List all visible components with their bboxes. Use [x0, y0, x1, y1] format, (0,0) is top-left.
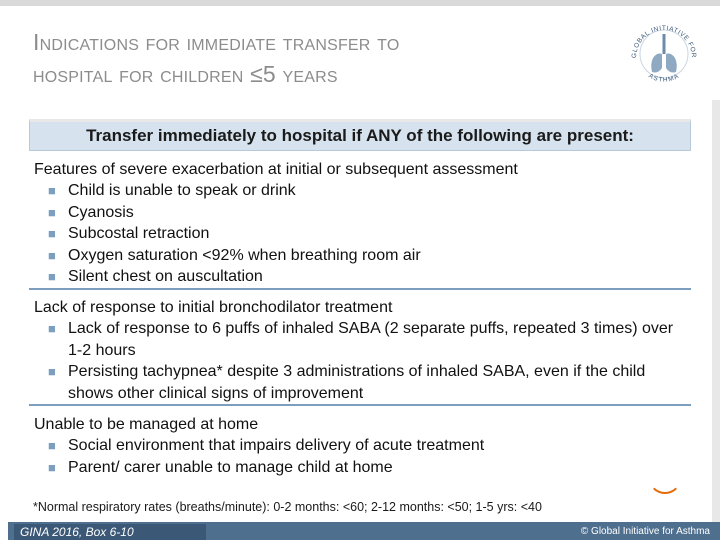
list-item: ■ Social environment that impairs delivery of acute treatment	[34, 435, 685, 457]
section-severe-features	[29, 155, 691, 290]
top-bar	[0, 0, 720, 6]
list-item: ■ Subcostal retraction	[34, 223, 685, 245]
square-bullet-icon: ■	[48, 438, 56, 453]
decorative-arc	[648, 460, 682, 494]
list-item: ■ Persisting tachypnea* despite 3 administrations of inhaled SABA, even if the child shows other clinical signs of improvement	[48, 363, 646, 402]
title-line-2: hospital for children ≤5 years	[33, 61, 338, 87]
square-bullet-icon: ■	[48, 204, 56, 220]
footnote: *Normal respiratory rates (breaths/minute): 0-2 months: <60; 2-12 months: <50; 1-5 yrs: <40	[33, 500, 542, 514]
transfer-banner: Transfer immediately to hospital if ANY of the following are present:	[29, 119, 691, 151]
list-item: ■ Child is unable to speak or drink	[34, 180, 685, 202]
list-item: ■ Cyanosis	[34, 202, 685, 224]
gina-logo	[624, 14, 704, 94]
section-heading: Unable to be managed at home	[34, 416, 259, 433]
logo-text-bottom: ASTHMA	[647, 72, 681, 84]
section-heading: Features of severe exacerbation at initial or subsequent assessment	[34, 161, 518, 178]
footer-source: GINA 2016, Box 6-10	[14, 524, 206, 540]
square-bullet-icon: ■	[48, 459, 56, 475]
footer-copyright: © Global Initiative for Asthma	[580, 526, 710, 537]
right-edge-bar	[712, 100, 720, 540]
section-unable-home	[29, 410, 691, 485]
square-bullet-icon: ■	[48, 226, 56, 241]
slide-title	[33, 26, 593, 90]
square-bullet-icon: ■	[48, 269, 56, 284]
square-bullet-icon: ■	[48, 364, 56, 379]
list-item: ■ Silent chest on auscultation	[34, 266, 685, 288]
square-bullet-icon: ■	[48, 321, 56, 336]
section-heading: Lack of response to initial bronchodilator treatment	[34, 299, 393, 316]
list-item: ■ Oxygen saturation <92% when breathing room air	[34, 245, 685, 267]
square-bullet-icon: ■	[48, 247, 56, 263]
logo-text-top: GLOBAL INITIATIVE FOR	[630, 24, 698, 59]
list-item: ■ Parent/ carer unable to manage child at home	[34, 457, 685, 479]
lungs-logo-icon	[651, 34, 677, 73]
title-line-1: Indications for immediate transfer to	[33, 29, 400, 55]
section-lack-of-response	[29, 293, 691, 406]
square-bullet-icon: ■	[48, 183, 56, 198]
list-item: ■ Lack of response to 6 puffs of inhaled SABA (2 separate puffs, repeated 3 times) over 1-2 hours	[48, 320, 674, 359]
